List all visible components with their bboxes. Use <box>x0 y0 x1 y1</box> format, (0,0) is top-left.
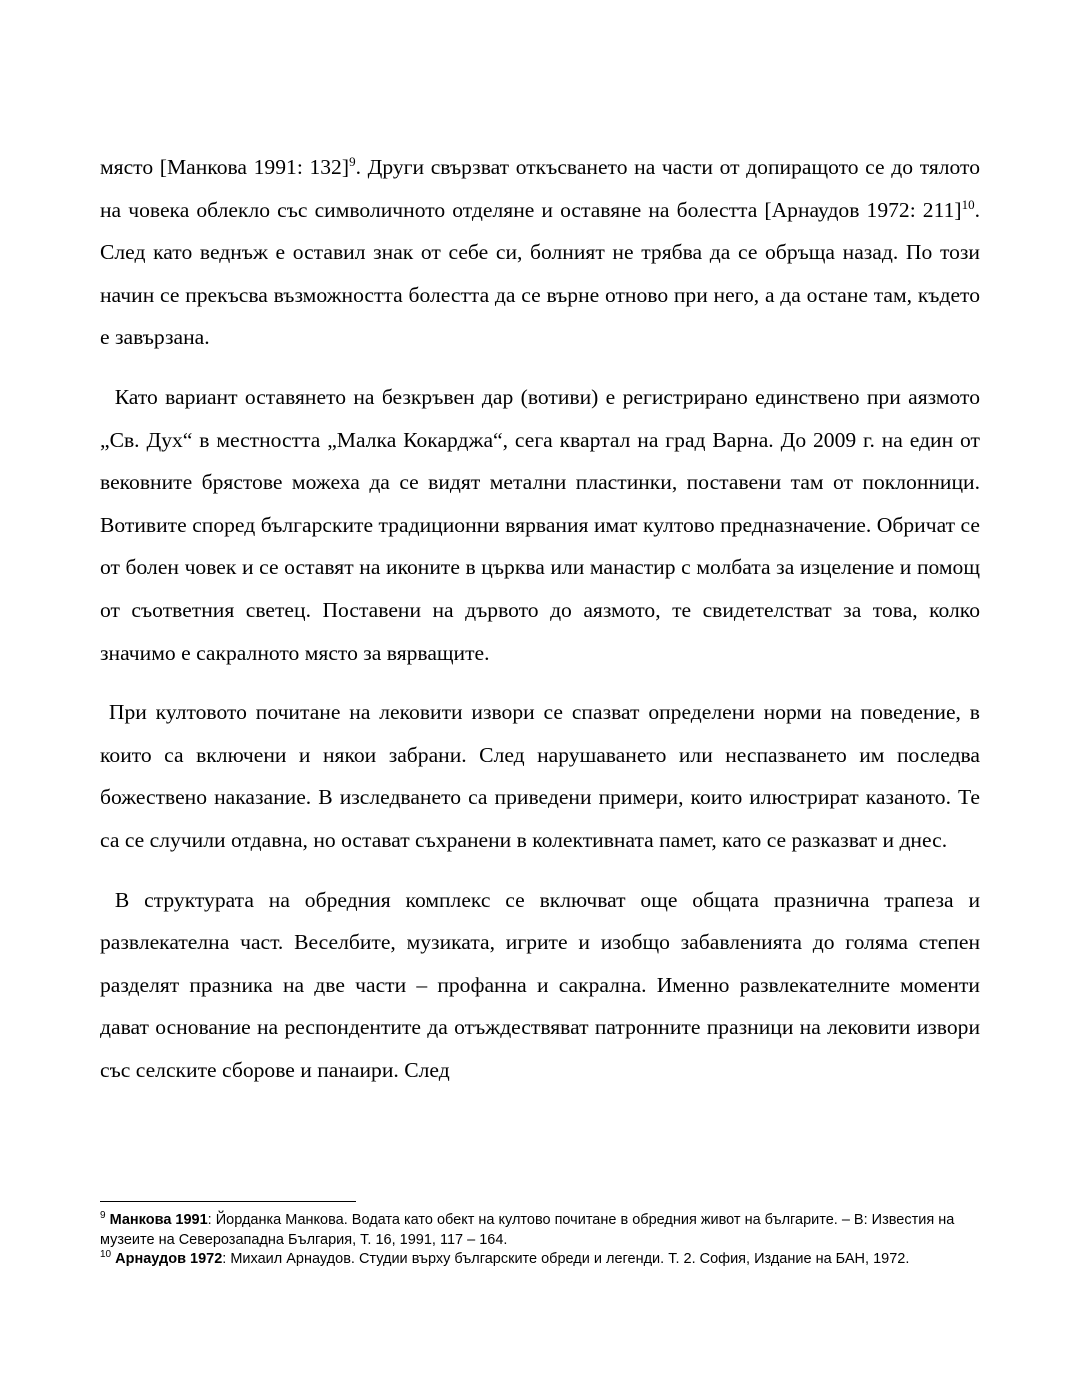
footnote-10-author: Арнаудов 1972 <box>115 1251 223 1267</box>
footnotes <box>100 1211 980 1270</box>
paragraph-3-text: При култовото почитане на лековити извори се спазват определени норми на поведение, в които са включени и някои забрани. След нарушаването или неспазването им последва божествено наказание. В изследването са приведени примери, които илюстрират казаното. Те са се случили отдавна, но остават съхранени в колективната памет, като се разказват и днес. <box>100 700 980 852</box>
footnote-10 <box>100 1250 980 1270</box>
footnote-9 <box>100 1211 980 1250</box>
paragraph-1-text-b: . Други свързват откъсването на части от допиращото се до тялото на човека облекло със символичното отделяне и оставяне на болестта [Арнаудов 1972: 211] <box>100 155 981 222</box>
footnote-9-text: : Йорданка Манкова. Водата като обект на култово почитане в обредния живот на българите. – В: Известия на музеите на Северозападна България, Т. 16, 1991, 117 – 164. <box>100 1212 955 1248</box>
paragraph-2 <box>100 376 980 674</box>
paragraph-3-indent <box>100 700 109 724</box>
footnote-9-number: 9 <box>100 1210 106 1222</box>
paragraph-1 <box>100 146 980 359</box>
paragraph-2-indent <box>100 385 115 409</box>
footnote-10-number: 10 <box>100 1249 112 1261</box>
paragraph-2-text: Като вариант оставянето на безкръвен дар (вотиви) е регистрирано единствено при аязмото „Св. Дух“ в местността „Малка Кокарджа“, сега квартал на град Варна. До 2009 г. на един от вековните брястове можеха да се видят метални пластинки, поставени там от поклонници. Вотивите според българските традиционни вярвания имат култово предназначение. Обричат се от болен човек и се оставят на иконите в църква или манастир с молбата за изцеление и помощ от съответния светец. Поставени на дървото до аязмото, те свидетелстват за това, колко значимо е сакралното място за вярващите. <box>100 384 980 665</box>
footnote-9-author: Манкова 1991 <box>109 1212 208 1228</box>
footnote-10-text: : Михаил Арнаудов. Студии върху българските обреди и легенди. Т. 2. София, Издание на БАН, 1972. <box>222 1251 910 1267</box>
paragraph-3 <box>100 691 980 861</box>
paragraph-4-indent <box>100 888 115 912</box>
paragraph-4-text: В структурата на обредния комплекс се включват още общата празнична трапеза и развлекателна част. Веселбите, музиката, игрите и изобщо забавленията до голяма степен разделят празника на две части – профанна и сакрална. Именно развлекателните моменти дават основание на респондентите да отъждествяват патронните празници на лековити извори със селските сборове и панаири. След <box>100 887 980 1082</box>
footnote-ref-10[interactable]: 10 <box>961 196 975 212</box>
paragraph-1-text-c: . След като веднъж е оставил знак от себе си, болният не трябва да се обръща назад. По този начин се прекъсва възможността болестта да се върне отново при него, а да остане там, където е завързана. <box>100 197 980 350</box>
footnote-separator <box>100 1201 356 1202</box>
paragraph-1-text-a: място [Манкова 1991: 132] <box>100 155 350 179</box>
paragraph-4 <box>100 879 980 1092</box>
document-body <box>100 146 980 1091</box>
footnote-ref-9[interactable]: 9 <box>349 153 356 169</box>
